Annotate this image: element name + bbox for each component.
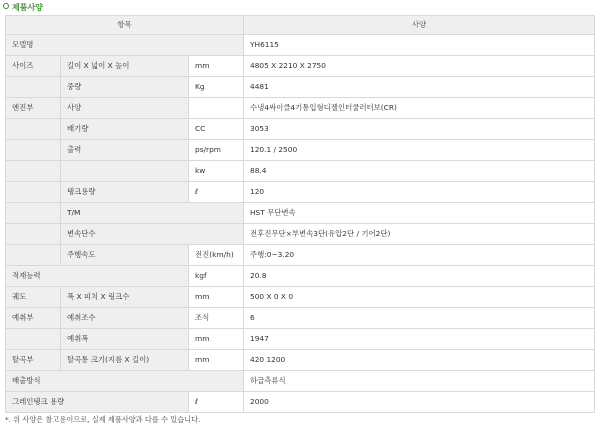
row-label-empty	[6, 224, 61, 245]
row-label: 배출방식	[6, 371, 244, 392]
row-value: 6	[244, 308, 595, 329]
row-value: 전후진무단×부변속3단(유압2단 / 기어2단)	[244, 224, 595, 245]
row-value: 88.4	[244, 161, 595, 182]
table-row	[6, 224, 595, 245]
table-row	[6, 350, 595, 371]
disclaimer-note: *. 위 사양은 참고용이므로, 실제 제품사양과 다를 수 있습니다.	[5, 415, 201, 424]
row-value: YH6115	[244, 35, 595, 56]
table-row	[6, 140, 595, 161]
table-row	[6, 266, 595, 287]
row-sublabel: 길이 X 넓이 X 높이	[61, 56, 189, 77]
row-value: 20.8	[244, 266, 595, 287]
row-label: 적재능력	[6, 266, 189, 287]
table-row	[6, 392, 595, 413]
row-unit: 전진(km/h)	[189, 245, 244, 266]
row-sublabel: 폭 X 피치 X 링크수	[61, 287, 189, 308]
row-sublabel: 예취조수	[61, 308, 189, 329]
row-unit-empty	[189, 98, 244, 119]
row-value: 3053	[244, 119, 595, 140]
row-unit: ℓ	[189, 392, 244, 413]
table-header-row	[6, 16, 595, 35]
row-value: 1947	[244, 329, 595, 350]
row-value: 420 1200	[244, 350, 595, 371]
table-row	[6, 287, 595, 308]
row-value: HST 무단변속	[244, 203, 595, 224]
table-row	[6, 245, 595, 266]
table-row	[6, 161, 595, 182]
row-sublabel: 탱크용량	[61, 182, 189, 203]
row-label: 예취부	[6, 308, 61, 329]
table-row	[6, 35, 595, 56]
table-row	[6, 98, 595, 119]
row-label-empty	[6, 161, 61, 182]
row-label-empty	[6, 245, 61, 266]
row-label-empty	[6, 182, 61, 203]
table-row	[6, 56, 595, 77]
row-value: 500 X 0 X 0	[244, 287, 595, 308]
row-unit: ℓ	[189, 182, 244, 203]
row-label: 엔진부	[6, 98, 61, 119]
row-label-empty	[6, 119, 61, 140]
spec-table	[5, 15, 595, 413]
row-sublabel-empty	[61, 161, 189, 182]
row-value: 2000	[244, 392, 595, 413]
row-sublabel: 변속단수	[61, 224, 244, 245]
row-label: 궤도	[6, 287, 61, 308]
section-heading	[3, 2, 43, 14]
row-sublabel: T/M	[61, 203, 244, 224]
row-value: 하급측류식	[244, 371, 595, 392]
row-value: 120	[244, 182, 595, 203]
row-unit: CC	[189, 119, 244, 140]
row-sublabel: 배기량	[61, 119, 189, 140]
header-spec: 사양	[244, 16, 595, 35]
row-label: 사이즈	[6, 56, 61, 77]
row-sublabel: 출력	[61, 140, 189, 161]
row-label-empty	[6, 140, 61, 161]
row-unit: mm	[189, 56, 244, 77]
table-row	[6, 119, 595, 140]
row-sublabel: 탈곡통 크기(지름 X 길이)	[61, 350, 189, 371]
row-sublabel: 예취폭	[61, 329, 189, 350]
row-label-empty	[6, 77, 61, 98]
row-label-empty	[6, 203, 61, 224]
row-unit: ps/rpm	[189, 140, 244, 161]
row-value: 4805 X 2210 X 2750	[244, 56, 595, 77]
row-label: 탈곡부	[6, 350, 61, 371]
row-unit: Kg	[189, 77, 244, 98]
row-label-empty	[6, 329, 61, 350]
table-row	[6, 182, 595, 203]
row-unit: 조식	[189, 308, 244, 329]
row-unit: mm	[189, 350, 244, 371]
row-value: 주행:0~3.20	[244, 245, 595, 266]
row-unit: kw	[189, 161, 244, 182]
section-title: 제품사양	[12, 3, 43, 12]
row-sublabel: 사양	[61, 98, 189, 119]
row-label: 모델명	[6, 35, 244, 56]
table-row	[6, 203, 595, 224]
table-row	[6, 308, 595, 329]
row-value: 수냉4싸이클4기통입형디젤인터쿨러터보(CR)	[244, 98, 595, 119]
row-unit: mm	[189, 287, 244, 308]
table-row	[6, 329, 595, 350]
row-value: 120.1 / 2500	[244, 140, 595, 161]
row-unit: kgf	[189, 266, 244, 287]
row-value: 4481	[244, 77, 595, 98]
row-unit: mm	[189, 329, 244, 350]
table-row	[6, 371, 595, 392]
row-sublabel: 중량	[61, 77, 189, 98]
row-label: 그레인탱크 용량	[6, 392, 189, 413]
header-item: 항목	[6, 16, 244, 35]
row-sublabel: 주행속도	[61, 245, 189, 266]
table-row	[6, 77, 595, 98]
circle-bullet-icon	[3, 3, 9, 9]
